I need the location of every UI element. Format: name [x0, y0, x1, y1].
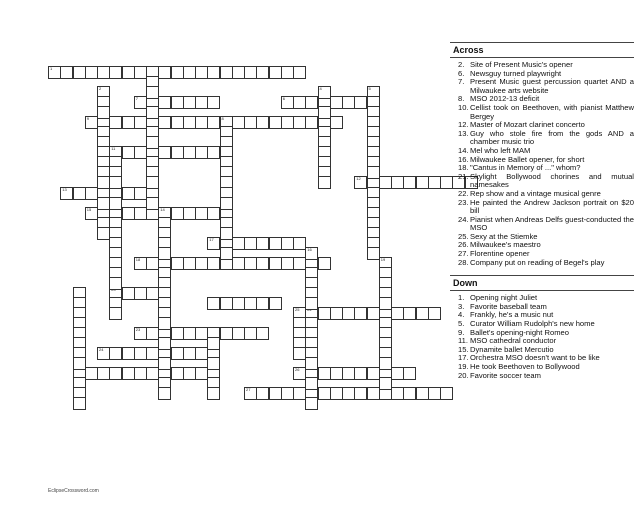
cell-number: 16	[307, 246, 312, 252]
grid-cell[interactable]	[109, 347, 122, 360]
grid-cell[interactable]	[109, 66, 122, 79]
grid-cell[interactable]	[158, 116, 171, 129]
grid-cell[interactable]	[195, 327, 208, 340]
clue-text: Florentine opener	[470, 249, 530, 259]
grid-cell[interactable]	[220, 197, 233, 210]
clue-text: "Cantus in Memory of ..." whom?	[470, 163, 581, 173]
grid-cell[interactable]	[97, 227, 110, 240]
cell-number: 19	[380, 256, 386, 262]
grid-cell[interactable]	[232, 66, 245, 79]
grid-cell[interactable]	[232, 116, 245, 129]
grid-cell[interactable]	[428, 176, 441, 189]
grid-cell[interactable]	[183, 96, 196, 109]
grid-cell[interactable]	[269, 257, 282, 270]
grid-cell[interactable]	[293, 257, 306, 270]
grid-cell[interactable]	[391, 176, 404, 189]
grid-cell[interactable]	[416, 176, 429, 189]
grid-cell[interactable]	[207, 207, 220, 220]
grid-cell[interactable]	[134, 327, 147, 340]
clue-text: Guy who stole fire from the gods AND a chamber music trio	[470, 128, 634, 147]
grid-cell[interactable]	[146, 197, 159, 210]
grid-cell[interactable]	[281, 96, 294, 109]
source-credit: EclipseCrossword.com	[48, 488, 99, 494]
clue-text: Milwaukee Ballet opener, for short	[470, 154, 585, 164]
down-clue[interactable]	[450, 372, 634, 381]
grid-cell[interactable]	[158, 146, 171, 159]
clue-text: Skylight Bollywood chorines and mutual namesakes	[470, 171, 634, 190]
grid-cell[interactable]	[232, 237, 245, 250]
grid-cell[interactable]	[354, 176, 367, 189]
grid-cell[interactable]	[195, 207, 208, 220]
clue-text: Orchestra MSO doesn't want to be like	[470, 353, 600, 363]
clue-number: 27.	[458, 249, 469, 259]
grid-cell[interactable]	[171, 327, 184, 340]
grid-cell[interactable]	[207, 66, 220, 79]
grid-cell[interactable]	[305, 397, 318, 410]
grid-cell[interactable]	[195, 66, 208, 79]
grid-cell[interactable]	[146, 347, 159, 360]
clue-number: 14.	[458, 145, 469, 155]
grid-cell[interactable]	[269, 237, 282, 250]
grid-cell[interactable]	[122, 187, 135, 200]
grid-cell[interactable]	[281, 66, 294, 79]
grid-cell[interactable]	[318, 387, 331, 400]
grid-cell[interactable]	[122, 207, 135, 220]
clue-number: 15.	[458, 344, 469, 354]
grid-cell[interactable]	[171, 66, 184, 79]
cell-number: 9	[86, 116, 89, 122]
grid-cell[interactable]	[122, 367, 135, 380]
clue-text: Sexy at the Stiemke	[470, 231, 538, 241]
grid-cell[interactable]	[244, 66, 257, 79]
cell-number: 4	[319, 86, 322, 92]
grid-cell[interactable]	[85, 66, 98, 79]
grid-cell[interactable]	[73, 397, 86, 410]
grid-cell[interactable]	[134, 257, 147, 270]
grid-cell[interactable]	[293, 367, 306, 380]
grid-cell[interactable]	[293, 66, 306, 79]
grid-cell[interactable]	[367, 166, 380, 179]
grid-cell[interactable]	[330, 367, 343, 380]
grid-cell[interactable]	[354, 387, 367, 400]
clue-number: 11.	[458, 336, 468, 346]
grid-cell[interactable]	[342, 96, 355, 109]
grid-cell[interactable]	[318, 307, 331, 320]
grid-cell[interactable]	[367, 247, 380, 260]
clue-text: Cellist took on Beethoven, with pianist Matthew Bergey	[470, 102, 634, 121]
grid-cell[interactable]	[73, 66, 86, 79]
grid-cell[interactable]	[195, 367, 208, 380]
grid-cell[interactable]	[207, 337, 220, 350]
across-clue[interactable]	[450, 130, 634, 147]
grid-cell[interactable]	[73, 187, 86, 200]
cell-number: 7	[135, 96, 138, 102]
grid-cell[interactable]	[85, 116, 98, 129]
grid-cell[interactable]	[122, 146, 135, 159]
grid-cell[interactable]	[256, 387, 269, 400]
cell-number: 26	[295, 367, 300, 373]
grid-cell[interactable]	[195, 146, 208, 159]
grid-cell[interactable]	[97, 197, 110, 210]
grid-cell[interactable]	[367, 387, 380, 400]
clue-number: 13.	[458, 128, 469, 138]
grid-cell[interactable]	[134, 347, 147, 360]
cell-number: 23	[135, 327, 141, 333]
grid-cell[interactable]	[367, 367, 380, 380]
across-clue-list	[450, 61, 634, 267]
cell-number: 27	[246, 387, 251, 393]
cell-number: 6	[282, 96, 285, 102]
grid-cell[interactable]	[207, 257, 220, 270]
clue-text: Mel who left MAM	[470, 145, 531, 155]
grid-cell[interactable]	[195, 96, 208, 109]
grid-cell[interactable]	[158, 66, 171, 79]
grid-cell[interactable]	[220, 247, 233, 260]
grid-cell[interactable]	[232, 327, 245, 340]
grid-cell[interactable]	[109, 197, 122, 210]
grid-cell[interactable]	[122, 66, 135, 79]
grid-cell[interactable]	[342, 387, 355, 400]
grid-cell[interactable]	[146, 367, 159, 380]
grid-cell[interactable]	[146, 106, 159, 119]
cell-number: 11	[111, 146, 116, 152]
grid-cell[interactable]	[183, 367, 196, 380]
grid-cell[interactable]	[403, 307, 416, 320]
grid-cell[interactable]	[158, 96, 171, 109]
grid-cell[interactable]	[244, 237, 257, 250]
cell-number: 5	[368, 86, 371, 92]
grid-cell[interactable]	[256, 237, 269, 250]
grid-cell[interactable]	[134, 96, 147, 109]
grid-cell[interactable]	[281, 116, 294, 129]
grid-cell[interactable]	[256, 66, 269, 79]
grid-cell[interactable]	[305, 357, 318, 370]
grid-cell[interactable]	[183, 257, 196, 270]
grid-cell[interactable]	[318, 257, 331, 270]
grid-cell[interactable]	[158, 337, 171, 350]
clue-number: 7.	[458, 77, 465, 87]
grid-cell[interactable]	[440, 387, 453, 400]
grid-cell[interactable]	[158, 387, 171, 400]
grid-cell[interactable]	[391, 367, 404, 380]
grid-cell[interactable]	[220, 227, 233, 240]
clue-number: 24.	[458, 214, 469, 224]
grid-cell[interactable]	[97, 367, 110, 380]
clue-text: Company put on reading of Begel's play	[470, 257, 605, 267]
grid-cell[interactable]	[183, 116, 196, 129]
grid-cell[interactable]	[403, 387, 416, 400]
clue-panel	[450, 42, 634, 380]
grid-cell[interactable]	[391, 387, 404, 400]
cell-number: 13	[62, 186, 67, 192]
grid-cell[interactable]	[293, 237, 306, 250]
grid-cell[interactable]	[134, 367, 147, 380]
grid-cell[interactable]	[158, 317, 171, 330]
grid-cell[interactable]	[207, 237, 220, 250]
grid-cell[interactable]	[220, 327, 233, 340]
grid-cell[interactable]	[391, 307, 404, 320]
grid-cell[interactable]	[207, 116, 220, 129]
grid-cell[interactable]	[48, 66, 61, 79]
grid-cell[interactable]	[183, 146, 196, 159]
clue-number: 6.	[458, 68, 465, 78]
grid-cell[interactable]	[207, 96, 220, 109]
grid-cell[interactable]	[281, 257, 294, 270]
down-heading: Down	[450, 275, 634, 291]
grid-cell[interactable]	[379, 377, 392, 390]
grid-cell[interactable]	[73, 357, 86, 370]
grid-cell[interactable]	[109, 116, 122, 129]
grid-cell[interactable]	[318, 367, 331, 380]
grid-cell[interactable]	[305, 297, 318, 310]
clue-number: 28.	[458, 257, 469, 267]
grid-cell[interactable]	[109, 307, 122, 320]
clue-text: Dynamite ballet Mercutio	[470, 344, 554, 354]
cell-number: 12	[356, 176, 361, 182]
cell-number: 24	[99, 347, 104, 353]
grid-cell[interactable]	[403, 367, 416, 380]
clue-number: 1.	[458, 293, 465, 303]
clue-number: 10.	[458, 102, 469, 112]
grid-cell[interactable]	[60, 187, 73, 200]
grid-cell[interactable]	[330, 116, 343, 129]
grid-cell[interactable]	[122, 347, 135, 360]
grid-cell[interactable]	[403, 176, 416, 189]
clue-text: Newsguy turned playwright	[470, 68, 562, 78]
grid-cell[interactable]	[146, 176, 159, 189]
grid-cell[interactable]	[171, 116, 184, 129]
grid-cell[interactable]	[134, 146, 147, 159]
down-clue-list	[450, 294, 634, 380]
grid-cell[interactable]	[244, 327, 257, 340]
grid-cell[interactable]	[134, 187, 147, 200]
grid-cell[interactable]	[318, 86, 331, 99]
clue-number: 18.	[458, 163, 469, 173]
grid-cell[interactable]	[207, 357, 220, 370]
grid-cell[interactable]	[293, 387, 306, 400]
grid-cell[interactable]	[146, 136, 159, 149]
grid-cell[interactable]	[97, 106, 110, 119]
clue-number: 3.	[458, 301, 465, 311]
cell-number: 8	[221, 116, 224, 122]
grid-cell[interactable]	[97, 347, 110, 360]
grid-cell[interactable]	[305, 116, 318, 129]
grid-cell[interactable]	[171, 367, 184, 380]
across-clue[interactable]	[450, 78, 634, 95]
clue-text: Curator William Rudolph's new home	[470, 319, 595, 329]
grid-cell[interactable]	[171, 207, 184, 220]
grid-cell[interactable]	[134, 66, 147, 79]
grid-cell[interactable]	[60, 66, 73, 79]
cell-number: 14	[160, 206, 165, 212]
cell-number: 1	[50, 66, 53, 71]
clue-text: He painted the Andrew Jackson portrait on $20 bill	[470, 197, 634, 216]
grid-cell[interactable]	[428, 387, 441, 400]
grid-cell[interactable]	[305, 96, 318, 109]
grid-cell[interactable]	[256, 297, 269, 310]
grid-cell[interactable]	[158, 357, 171, 370]
grid-cell[interactable]	[195, 347, 208, 360]
grid-cell[interactable]	[318, 106, 331, 119]
grid-cell[interactable]	[281, 237, 294, 250]
grid-cell[interactable]	[183, 66, 196, 79]
grid-cell[interactable]	[318, 176, 331, 189]
grid-cell[interactable]	[195, 257, 208, 270]
grid-cell[interactable]	[244, 257, 257, 270]
grid-cell[interactable]	[171, 146, 184, 159]
grid-cell[interactable]	[293, 347, 306, 360]
clue-text: Frankly, he's a music nut	[470, 310, 554, 320]
grid-cell[interactable]	[97, 176, 110, 189]
grid-cell[interactable]	[97, 66, 110, 79]
clue-text: He took Beethoven to Bollywood	[470, 362, 580, 371]
grid-cell[interactable]	[207, 297, 220, 310]
cell-number: 17	[209, 236, 214, 242]
grid-cell[interactable]	[416, 387, 429, 400]
grid-cell[interactable]	[232, 257, 245, 270]
grid-cell[interactable]	[256, 257, 269, 270]
clue-text: Milwaukee's maestro	[470, 240, 541, 250]
grid-cell[interactable]	[134, 116, 147, 129]
grid-cell[interactable]	[122, 116, 135, 129]
grid-cell[interactable]	[85, 187, 98, 200]
grid-cell[interactable]	[183, 327, 196, 340]
clue-text: Master of Mozart clarinet concerto	[470, 120, 585, 130]
clue-number: 25.	[458, 231, 469, 241]
clue-text: Rep show and a vintage musical genre	[470, 188, 601, 198]
clue-number: 2.	[458, 60, 465, 69]
grid-cell[interactable]	[244, 387, 257, 400]
grid-cell[interactable]	[109, 277, 122, 290]
grid-cell[interactable]	[354, 367, 367, 380]
grid-cell[interactable]	[220, 66, 233, 79]
clue-text: Ballet's opening-night Romeo	[470, 327, 569, 337]
grid-cell[interactable]	[85, 207, 98, 220]
grid-cell[interactable]	[354, 307, 367, 320]
grid-cell[interactable]	[379, 357, 392, 370]
grid-cell[interactable]	[183, 347, 196, 360]
clue-text: Present Music guest percussion quartet AND a Milwaukee arts website	[470, 77, 634, 95]
grid-cell[interactable]	[171, 96, 184, 109]
grid-cell[interactable]	[428, 307, 441, 320]
clue-number: 19.	[458, 362, 469, 371]
cell-number: 15	[86, 206, 92, 212]
grid-cell[interactable]	[293, 96, 306, 109]
grid-cell[interactable]	[232, 297, 245, 310]
clue-number: 16.	[458, 154, 469, 164]
clue-text: MSO cathedral conductor	[470, 336, 557, 346]
grid-cell[interactable]	[183, 207, 196, 220]
clue-number: 4.	[458, 310, 465, 320]
clue-number: 22.	[458, 188, 469, 198]
clue-number: 8.	[458, 94, 465, 104]
clue-number: 12.	[458, 120, 469, 130]
grid-cell[interactable]	[367, 307, 380, 320]
cell-number: 18	[135, 256, 141, 262]
grid-cell[interactable]	[244, 116, 257, 129]
grid-cell[interactable]	[305, 377, 318, 390]
across-clue[interactable]	[450, 173, 634, 190]
clue-number: 20.	[458, 370, 469, 380]
across-clue[interactable]	[450, 259, 634, 268]
clue-text: Opening night Juliet	[470, 293, 538, 303]
grid-cell[interactable]	[171, 257, 184, 270]
grid-cell[interactable]	[305, 247, 318, 260]
grid-cell[interactable]	[146, 287, 159, 300]
grid-cell[interactable]	[293, 116, 306, 129]
grid-cell[interactable]	[342, 307, 355, 320]
grid-cell[interactable]	[354, 96, 367, 109]
clue-number: 9.	[458, 327, 465, 337]
grid-cell[interactable]	[146, 86, 159, 99]
clue-number: 26.	[458, 240, 469, 250]
grid-cell[interactable]	[269, 387, 282, 400]
grid-cell[interactable]	[269, 66, 282, 79]
grid-cell[interactable]	[379, 297, 392, 310]
grid-cell[interactable]	[109, 367, 122, 380]
clue-text: Favorite soccer team	[470, 370, 541, 380]
grid-cell[interactable]	[281, 387, 294, 400]
grid-cell[interactable]	[146, 327, 159, 340]
grid-cell[interactable]	[195, 116, 208, 129]
cell-number: 2	[99, 86, 102, 92]
across-clue[interactable]	[450, 216, 634, 233]
grid-cell[interactable]	[171, 347, 184, 360]
grid-cell[interactable]	[207, 146, 220, 159]
grid-cell[interactable]	[330, 307, 343, 320]
grid-cell[interactable]	[146, 257, 159, 270]
grid-cell[interactable]	[269, 116, 282, 129]
clue-number: 23.	[458, 197, 469, 207]
cell-number: 25	[295, 307, 300, 313]
grid-cell[interactable]	[109, 176, 122, 189]
clue-text: Site of Present Music's opener	[470, 60, 573, 69]
grid-cell[interactable]	[330, 387, 343, 400]
grid-cell[interactable]	[342, 367, 355, 380]
grid-cell[interactable]	[416, 307, 429, 320]
clue-number: 5.	[458, 319, 465, 329]
across-heading: Across	[450, 42, 634, 58]
grid-cell[interactable]	[330, 96, 343, 109]
clue-text: Pianist when Andreas Delfs guest-conducted the MSO	[470, 214, 634, 233]
across-clue[interactable]	[450, 104, 634, 121]
grid-cell[interactable]	[122, 287, 135, 300]
grid-cell[interactable]	[134, 207, 147, 220]
clue-text: Favorite baseball team	[470, 301, 547, 311]
clue-number: 17.	[458, 353, 469, 363]
grid-cell[interactable]	[220, 297, 233, 310]
grid-cell[interactable]	[85, 367, 98, 380]
clue-text: MSO 2012-13 deficit	[470, 94, 540, 104]
grid-cell[interactable]	[269, 297, 282, 310]
clue-number: 21.	[458, 171, 469, 181]
grid-cell[interactable]	[379, 176, 392, 189]
across-clue[interactable]	[450, 199, 634, 216]
grid-cell[interactable]	[244, 297, 257, 310]
grid-cell[interactable]	[256, 327, 269, 340]
grid-cell[interactable]	[158, 247, 171, 260]
grid-cell[interactable]	[207, 387, 220, 400]
grid-cell[interactable]	[134, 287, 147, 300]
grid-cell[interactable]	[256, 116, 269, 129]
